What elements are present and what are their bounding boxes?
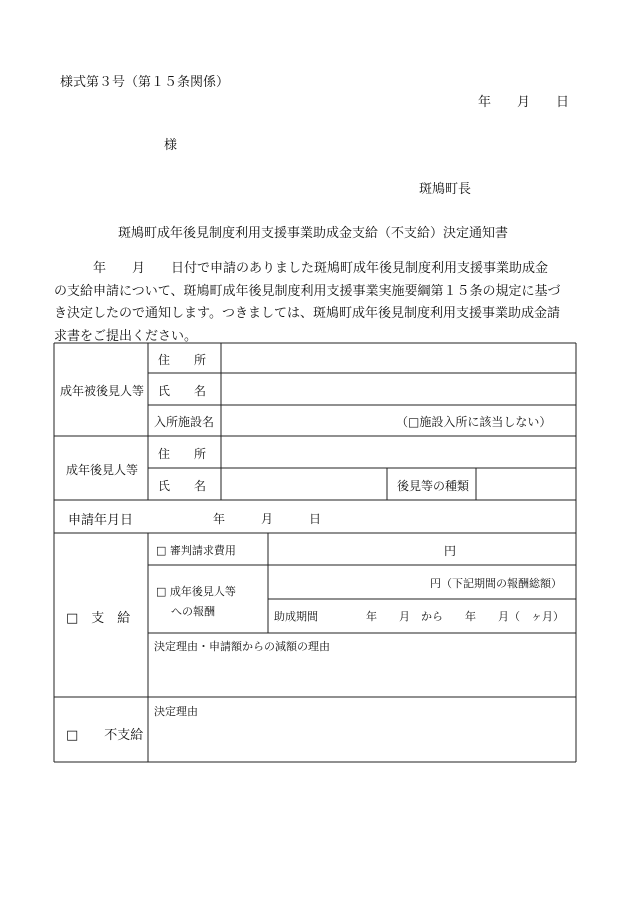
- addressee-suffix: 様: [164, 138, 178, 153]
- period-value: 年 月 から 年 月（ ヶ月）: [366, 610, 564, 623]
- paragraph-line: 求書をご提出ください。: [54, 328, 198, 344]
- facility-note: （□施設入所に該当しない）: [396, 415, 552, 429]
- decision-reason: 決定理由: [154, 705, 198, 718]
- ward-name-label: 氏 名: [158, 384, 207, 398]
- application-date-label: 申請年月日: [68, 513, 134, 528]
- guardian-name-label: 氏 名: [158, 479, 207, 493]
- guardian-type-label: 後見等の種類: [397, 479, 470, 493]
- application-date-value: 年 月 日: [213, 512, 322, 526]
- paragraph-line: き決定したので通知します。つきましては、斑鳩町成年後見制度利用支援事業助成金請: [54, 306, 560, 321]
- paragraph-line: 年 月 日付で申請のありました斑鳩町成年後見制度利用支援事業助成金: [54, 261, 549, 276]
- court-fee-yen: 円: [444, 544, 457, 558]
- ward-address-label: 住 所: [158, 353, 207, 367]
- guardian-section-label: 成年後見人等: [66, 463, 139, 477]
- period-label: 助成期間: [274, 610, 318, 623]
- paragraph-line: の支給申請について、斑鳩町成年後見制度利用支援事業実施要綱第１５条の規定に基づ: [54, 283, 561, 299]
- reward-label-continued: への報酬: [171, 605, 215, 618]
- reward-label[interactable]: □ 成年後見人等: [156, 585, 236, 598]
- court-fee-label[interactable]: □ 審判請求費用: [156, 544, 236, 557]
- payment-checkbox-label[interactable]: □ 支 給: [66, 611, 131, 626]
- ward-section-label: 成年被後見人等: [60, 384, 145, 398]
- decision-reason-reduction: 決定理由・申請額からの減額の理由: [154, 640, 330, 653]
- non-payment-checkbox-label[interactable]: □ 不支給: [66, 728, 144, 743]
- issuer: 斑鳩町長: [419, 182, 472, 197]
- document-title: 斑鳩町成年後見制度利用支援事業助成金支給（不支給）決定通知書: [118, 226, 509, 241]
- guardian-address-label: 住 所: [158, 447, 207, 461]
- form-number: 様式第３号（第１５条関係）: [60, 75, 230, 90]
- date-line: 年 月 日: [478, 95, 570, 110]
- reward-total: 円（下記期間の報酬総額）: [430, 577, 562, 590]
- facility-label: 入所施設名: [154, 415, 215, 429]
